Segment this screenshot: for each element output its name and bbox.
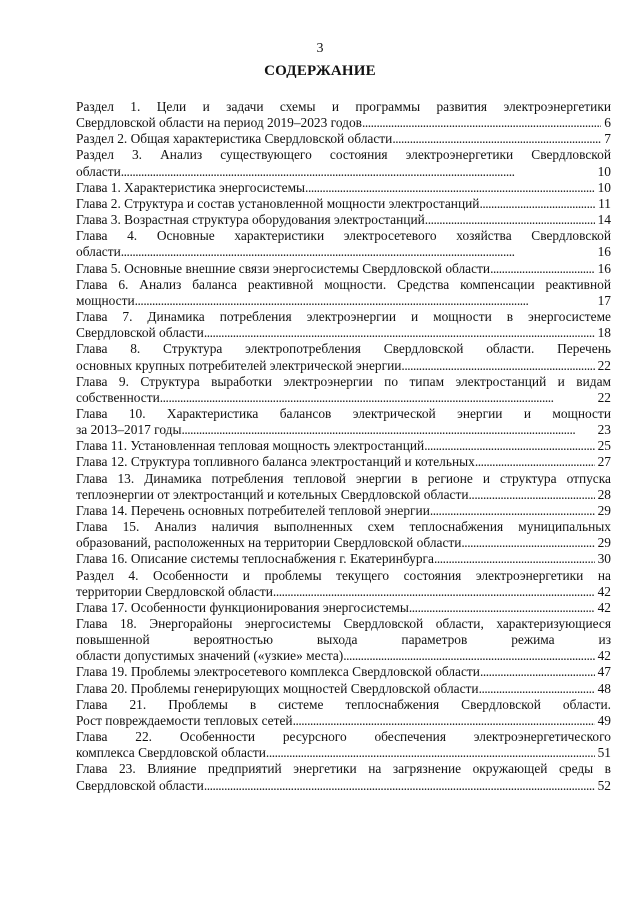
toc-entry-last-text: собственности bbox=[76, 389, 160, 405]
toc-page-number: 30 bbox=[597, 551, 611, 567]
toc-entry-last-text: Глава 14. Перечень основных потребителей тепловой энергии bbox=[76, 502, 430, 518]
toc-page-number: 52 bbox=[597, 777, 611, 793]
toc-page-number: 49 bbox=[597, 712, 611, 728]
toc-title: СОДЕРЖАНИЕ bbox=[264, 63, 376, 79]
toc-entry[interactable] bbox=[76, 664, 611, 680]
toc-entry-last-line bbox=[76, 778, 611, 794]
toc-entry[interactable] bbox=[76, 131, 611, 147]
toc-entry-last-line bbox=[76, 422, 611, 438]
toc-entry-last-text: Свердловской области на период 2019–2023 годов bbox=[76, 115, 362, 131]
toc-entry-last-text: Глава 19. Проблемы электросетевого комплекса Свердловской области bbox=[76, 664, 480, 680]
toc-page-number: 22 bbox=[597, 357, 611, 373]
toc-leader-dots bbox=[430, 503, 595, 519]
toc-entry[interactable] bbox=[76, 99, 611, 131]
toc-entry-text: Раздел 1. Цели и задачи схемы и программы развития электроэнергетики bbox=[76, 99, 611, 114]
toc-entry-last-line bbox=[76, 196, 611, 212]
toc-entry-last-line bbox=[76, 713, 611, 729]
toc-page-number: 47 bbox=[597, 664, 611, 680]
toc-entry-last-line bbox=[76, 293, 611, 309]
toc-leader-dots bbox=[401, 358, 594, 374]
toc-entry-last-line bbox=[76, 438, 611, 454]
toc-entry-last-line bbox=[76, 325, 611, 341]
toc-leader-dots bbox=[425, 212, 595, 228]
toc-entry[interactable] bbox=[76, 212, 611, 228]
toc-entry[interactable] bbox=[76, 196, 611, 212]
toc-entry-last-line bbox=[76, 487, 611, 503]
toc-page-number: 42 bbox=[597, 583, 611, 599]
toc-entry[interactable] bbox=[76, 697, 611, 729]
toc-entry[interactable] bbox=[76, 180, 611, 196]
toc-entry-last-line bbox=[76, 648, 611, 664]
toc-entry-last-line bbox=[76, 164, 611, 180]
toc-page-number: 29 bbox=[597, 535, 611, 551]
toc-entry-last-line bbox=[76, 664, 611, 680]
toc-entry-last-line bbox=[76, 503, 611, 519]
toc-entry-last-text: области bbox=[76, 244, 121, 260]
toc-page-number: 18 bbox=[597, 325, 611, 341]
toc-entry-last-text: территории Свердловской области bbox=[76, 583, 273, 599]
toc-entry-last-line bbox=[76, 390, 611, 406]
toc-page-number: 29 bbox=[597, 502, 611, 518]
toc-page-number: 17 bbox=[597, 292, 611, 308]
toc-entry-text: Глава 13. Динамика потребления тепловой энергии в регионе и структура отпуска bbox=[76, 470, 611, 486]
toc-entry-last-text: Глава 2. Структура и состав установленной мощности электростанций bbox=[76, 195, 480, 211]
toc-page-number: 22 bbox=[597, 389, 611, 405]
toc-entry-last-text: теплоэнергии от электростанций и котельных Свердловской области bbox=[76, 486, 469, 502]
toc-entry-last-line bbox=[76, 681, 611, 697]
toc-leader-dots bbox=[392, 131, 601, 147]
toc-leader-dots bbox=[424, 438, 594, 454]
toc-entry-last-text: Глава 17. Особенности функционирования энергосистемы bbox=[76, 599, 409, 615]
toc-entry-last-text: Раздел 2. Общая характеристика Свердловской области bbox=[76, 131, 393, 147]
toc-entry[interactable] bbox=[76, 406, 611, 438]
toc-entry-last-line bbox=[76, 584, 611, 600]
toc-leader-dots bbox=[121, 164, 595, 180]
toc-page-number: 16 bbox=[597, 244, 611, 260]
toc-entry-last-line bbox=[76, 180, 611, 196]
toc-entry-last-line bbox=[76, 212, 611, 228]
toc-page-number: 10 bbox=[597, 179, 611, 195]
toc-entry-text: Глава 4. Основные характеристики электросетевого хозяйства Свердловской bbox=[76, 228, 611, 244]
toc-entry[interactable] bbox=[76, 228, 611, 260]
toc-entry-last-line bbox=[76, 261, 611, 277]
toc-entry-text: Раздел 4. Особенности и проблемы текущего состояния электроэнергетики на bbox=[76, 567, 611, 583]
toc-leader-dots bbox=[135, 293, 595, 309]
toc-leader-dots bbox=[480, 664, 595, 680]
toc-entry-last-line bbox=[76, 115, 611, 131]
toc-leader-dots bbox=[181, 422, 594, 438]
toc-page-number: 27 bbox=[597, 454, 611, 470]
toc-page-number: 42 bbox=[597, 648, 611, 664]
toc-entry-last-text: мощности bbox=[76, 292, 135, 308]
toc-leader-dots bbox=[343, 648, 594, 664]
toc-page-number: 11 bbox=[598, 195, 611, 211]
toc-entry-text: Глава 21. Проблемы в системе теплоснабжения Свердловской области. bbox=[76, 696, 611, 712]
toc-entry-last-line bbox=[76, 535, 611, 551]
toc-entry-last-line bbox=[76, 600, 611, 616]
toc-leader-dots bbox=[479, 681, 595, 697]
toc-entry[interactable] bbox=[76, 729, 611, 761]
toc-entry-text: Глава 22. Особенности ресурсного обеспечения электроэнергетического bbox=[76, 729, 611, 745]
toc-entry[interactable] bbox=[76, 600, 611, 616]
toc-entry-last-line bbox=[76, 358, 611, 374]
toc-entry[interactable] bbox=[76, 341, 611, 373]
toc-leader-dots bbox=[409, 600, 595, 616]
toc-entry[interactable] bbox=[76, 261, 611, 277]
toc-page-number: 10 bbox=[597, 163, 611, 179]
toc-entry-text: Глава 9. Структура выработки электроэнергии по типам электростанций и видам bbox=[76, 373, 611, 389]
toc-entry[interactable] bbox=[76, 616, 611, 664]
toc-entry-last-text: образований, расположенных на территории Свердловской области bbox=[76, 535, 462, 551]
toc-entry[interactable] bbox=[76, 761, 611, 793]
toc-page-number: 7 bbox=[604, 131, 611, 147]
toc-leader-dots bbox=[362, 115, 601, 131]
toc-entry-last-line bbox=[76, 745, 611, 761]
toc-entry-last-text: Рост повреждаемости тепловых сетей bbox=[76, 712, 293, 728]
toc-entry-last-line bbox=[76, 244, 611, 260]
toc-entry[interactable] bbox=[76, 471, 611, 503]
toc-entry-text: Раздел 3. Анализ существующего состояния электроэнергетики Свердловской bbox=[76, 147, 611, 163]
toc-entry[interactable] bbox=[76, 519, 611, 551]
toc-entry[interactable] bbox=[76, 454, 611, 470]
toc-entry-last-line bbox=[76, 454, 611, 470]
toc-leader-dots bbox=[204, 325, 595, 341]
toc-leader-dots bbox=[121, 244, 595, 260]
toc-page-number: 23 bbox=[597, 422, 611, 438]
toc-leader-dots bbox=[490, 261, 595, 277]
toc-entry[interactable] bbox=[76, 438, 611, 454]
page-number: 3 bbox=[316, 41, 324, 56]
toc-entry-text: Глава 23. Влияние предприятий энергетики на загрязнение окружающей среды в bbox=[76, 761, 611, 777]
toc-page-number: 6 bbox=[604, 115, 611, 131]
toc-entry-last-text: Глава 12. Структура топливного баланса электростанций и котельных bbox=[76, 454, 475, 470]
toc-leader-dots bbox=[160, 390, 595, 406]
toc-page-number: 42 bbox=[597, 599, 611, 615]
toc-entry-last-text: Глава 16. Описание системы теплоснабжения г. Екатеринбурга bbox=[76, 551, 434, 567]
toc-entry[interactable] bbox=[76, 277, 611, 309]
toc-entry-text: Глава 7. Динамика потребления электроэнергии и мощности в энергосистеме bbox=[76, 309, 611, 325]
toc-page-number: 51 bbox=[597, 745, 611, 761]
toc-entry[interactable] bbox=[76, 551, 611, 567]
toc-leader-dots bbox=[273, 584, 595, 600]
toc-entry[interactable] bbox=[76, 374, 611, 406]
toc-leader-dots bbox=[469, 487, 595, 503]
toc-entry[interactable] bbox=[76, 147, 611, 179]
toc-entry-last-text: области допустимых значений («узкие» места) bbox=[76, 648, 344, 664]
toc-entry-last-line bbox=[76, 551, 611, 567]
toc-page-number: 25 bbox=[597, 438, 611, 454]
toc-entry-last-text: основных крупных потребителей электрической энергии bbox=[76, 357, 402, 373]
toc-leader-dots bbox=[305, 180, 595, 196]
toc-entry-last-text: за 2013–2017 годы bbox=[76, 422, 182, 438]
toc-page-number: 14 bbox=[597, 212, 611, 228]
toc-leader-dots bbox=[479, 196, 595, 212]
toc-entry-last-text: Глава 5. Основные внешние связи энергосистемы Свердловской области bbox=[76, 260, 491, 276]
toc-entry-text: Глава 15. Анализ наличия выполненных схем теплоснабжения муниципальных bbox=[76, 519, 611, 535]
toc-page-number: 48 bbox=[597, 680, 611, 696]
toc-entry[interactable] bbox=[76, 681, 611, 697]
toc-entry-last-line bbox=[76, 131, 611, 147]
toc-entry-last-text: Глава 3. Возрастная структура оборудования электростанций bbox=[76, 212, 425, 228]
toc-entry-last-text: области bbox=[76, 163, 121, 179]
toc-leader-dots bbox=[293, 713, 595, 729]
toc-entry-text: Глава 18. Энергорайоны энергосистемы Свердловской области, характеризующиеся повышенной вероятностью выхода параметров режима из bbox=[76, 616, 611, 648]
toc-leader-dots bbox=[434, 551, 595, 567]
toc-page-number: 28 bbox=[597, 486, 611, 502]
toc-entry[interactable] bbox=[76, 503, 611, 519]
toc-leader-dots bbox=[461, 535, 594, 551]
toc-entry[interactable] bbox=[76, 568, 611, 600]
toc-entry-text: Глава 10. Характеристика балансов электрической энергии и мощности bbox=[76, 405, 611, 421]
toc-entry-text: Глава 6. Анализ баланса реактивной мощности. Средства компенсации реактивной bbox=[76, 276, 611, 292]
toc-entry-last-text: Глава 11. Установленная тепловая мощность электростанций bbox=[76, 438, 425, 454]
toc-entry-last-text: Свердловской области bbox=[76, 325, 204, 341]
table-of-contents bbox=[76, 99, 611, 794]
toc-entry[interactable] bbox=[76, 309, 611, 341]
toc-entry-last-text: Глава 20. Проблемы генерирующих мощностей Свердловской области bbox=[76, 680, 479, 696]
toc-page-number: 16 bbox=[597, 260, 611, 276]
toc-entry-last-text: Свердловской области bbox=[76, 777, 204, 793]
toc-leader-dots bbox=[266, 745, 595, 761]
toc-entry-last-text: комплекса Свердловской области bbox=[76, 745, 266, 761]
toc-entry-text: Глава 8. Структура электропотребления Свердловской области. Перечень bbox=[76, 341, 611, 357]
toc-leader-dots bbox=[475, 454, 595, 470]
toc-entry-last-text: Глава 1. Характеристика энергосистемы bbox=[76, 179, 306, 195]
toc-leader-dots bbox=[204, 778, 595, 794]
